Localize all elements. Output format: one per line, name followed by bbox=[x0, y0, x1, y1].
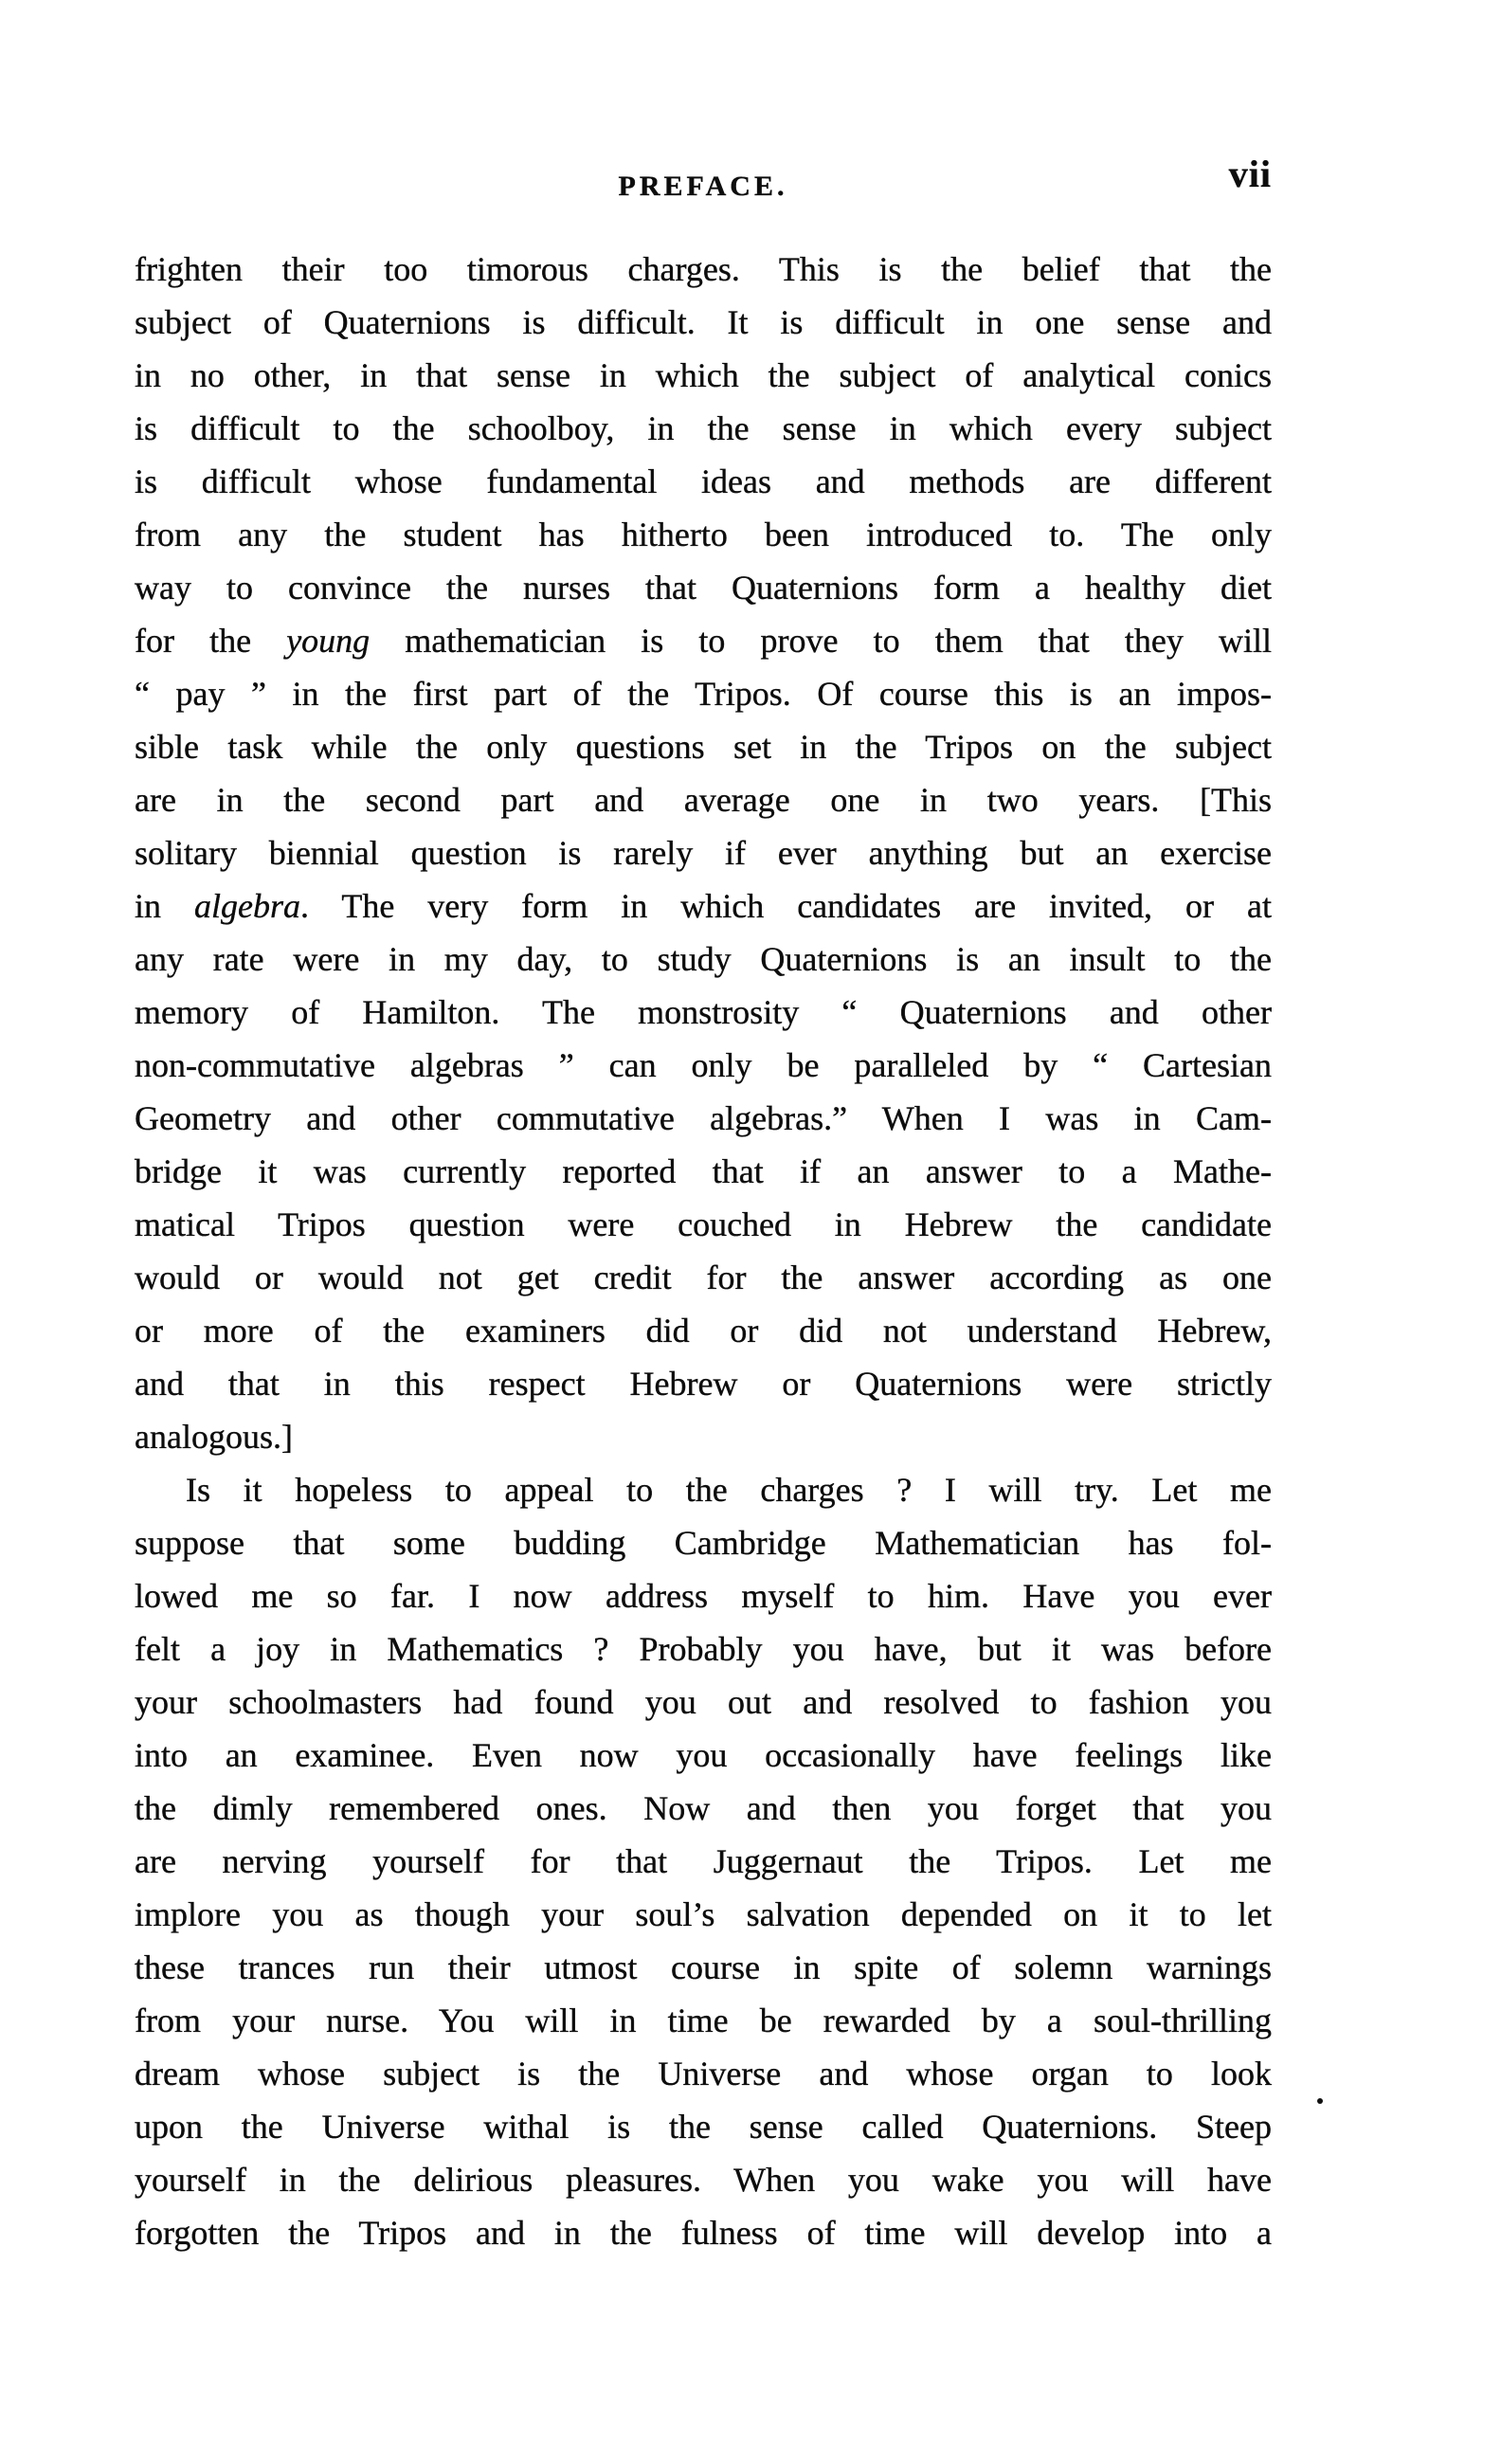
text-line: from any the student has hitherto been introduced to. The only bbox=[135, 516, 1272, 553]
text-line: upon the Universe withal is the sense called Quaternions. Steep bbox=[135, 2108, 1272, 2146]
text-line: are nerving yourself for that Juggernaut the Tripos. Let me bbox=[135, 1842, 1272, 1880]
text-line: Is it hopeless to appeal to the charges ? I will try. Let me bbox=[186, 1471, 1272, 1509]
text-line: “ pay ” in the first part of the Tripos. Of course this is an impos- bbox=[135, 675, 1272, 713]
italic-word: algebra bbox=[194, 887, 300, 925]
running-head: PREFACE. bbox=[618, 171, 788, 202]
text-segment: . The very form in which candidates are invited, or at bbox=[300, 887, 1272, 925]
text-line: your schoolmasters had found you out and resolved to fashion you bbox=[135, 1683, 1272, 1721]
text-line: solitary biennial question is rarely if ever anything but an exercise bbox=[135, 834, 1272, 872]
text-line: the dimly remembered ones. Now and then you forget that you bbox=[135, 1789, 1272, 1827]
text-line: forgotten the Tripos and in the fulness of time will develop into a bbox=[135, 2214, 1272, 2252]
ink-speck bbox=[1317, 2098, 1323, 2104]
text-line: these trances run their utmost course in spite of solemn warnings bbox=[135, 1948, 1272, 1986]
text-line: matical Tripos question were couched in Hebrew the candidate bbox=[135, 1205, 1272, 1243]
text-segment: mathematician is to prove to them that they will bbox=[370, 622, 1272, 660]
text-line: sible task while the only questions set in the Tripos on the subject bbox=[135, 728, 1272, 766]
text-segment: in bbox=[135, 887, 194, 925]
page-number: vii bbox=[1228, 153, 1272, 195]
text-line: suppose that some budding Cambridge Mathematician has fol- bbox=[135, 1524, 1272, 1562]
text-line: implore you as though your soul’s salvation depended on it to let bbox=[135, 1895, 1272, 1933]
text-line: analogous.] bbox=[135, 1418, 293, 1456]
text-line: from your nurse. You will in time be rewarded by a soul-thrilling bbox=[135, 2002, 1272, 2039]
text-segment: for the bbox=[135, 622, 287, 660]
text-line: subject of Quaternions is difficult. It is difficult in one sense and bbox=[135, 303, 1272, 341]
text-line: or more of the examiners did or did not understand Hebrew, bbox=[135, 1312, 1272, 1350]
italic-word: young bbox=[286, 622, 371, 660]
text-line: in no other, in that sense in which the subject of analytical conics bbox=[135, 356, 1272, 394]
text-line: are in the second part and average one in two years. [This bbox=[135, 781, 1272, 819]
text-line bbox=[135, 879, 1272, 933]
text-line: would or would not get credit for the answer according as one bbox=[135, 1259, 1272, 1296]
text-line: lowed me so far. I now address myself to him. Have you ever bbox=[135, 1577, 1272, 1615]
text-line: Geometry and other commutative algebras.” When I was in Cam- bbox=[135, 1099, 1272, 1137]
text-line: yourself in the delirious pleasures. When you wake you will have bbox=[135, 2161, 1272, 2199]
text-line: memory of Hamilton. The monstrosity “ Quaternions and other bbox=[135, 993, 1272, 1031]
text-line: any rate were in my day, to study Quaternions is an insult to the bbox=[135, 940, 1272, 978]
text-line: felt a joy in Mathematics ? Probably you have, but it was before bbox=[135, 1630, 1272, 1668]
text-line: dream whose subject is the Universe and whose organ to look bbox=[135, 2055, 1272, 2093]
text-line: non-commutative algebras ” can only be paralleled by “ Cartesian bbox=[135, 1046, 1272, 1084]
body-text bbox=[135, 243, 1272, 2259]
text-line: and that in this respect Hebrew or Quaternions were strictly bbox=[135, 1365, 1272, 1403]
text-line: frighten their too timorous charges. This is the belief that the bbox=[135, 250, 1272, 288]
text-line: bridge it was currently reported that if an answer to a Mathe- bbox=[135, 1152, 1272, 1190]
text-line: is difficult to the schoolboy, in the sense in which every subject bbox=[135, 409, 1272, 447]
text-line: way to convince the nurses that Quaternions form a healthy diet bbox=[135, 569, 1272, 607]
text-line: is difficult whose fundamental ideas and methods are different bbox=[135, 462, 1272, 500]
text-line bbox=[135, 614, 1272, 667]
text-line: into an examinee. Even now you occasionally have feelings like bbox=[135, 1736, 1272, 1774]
